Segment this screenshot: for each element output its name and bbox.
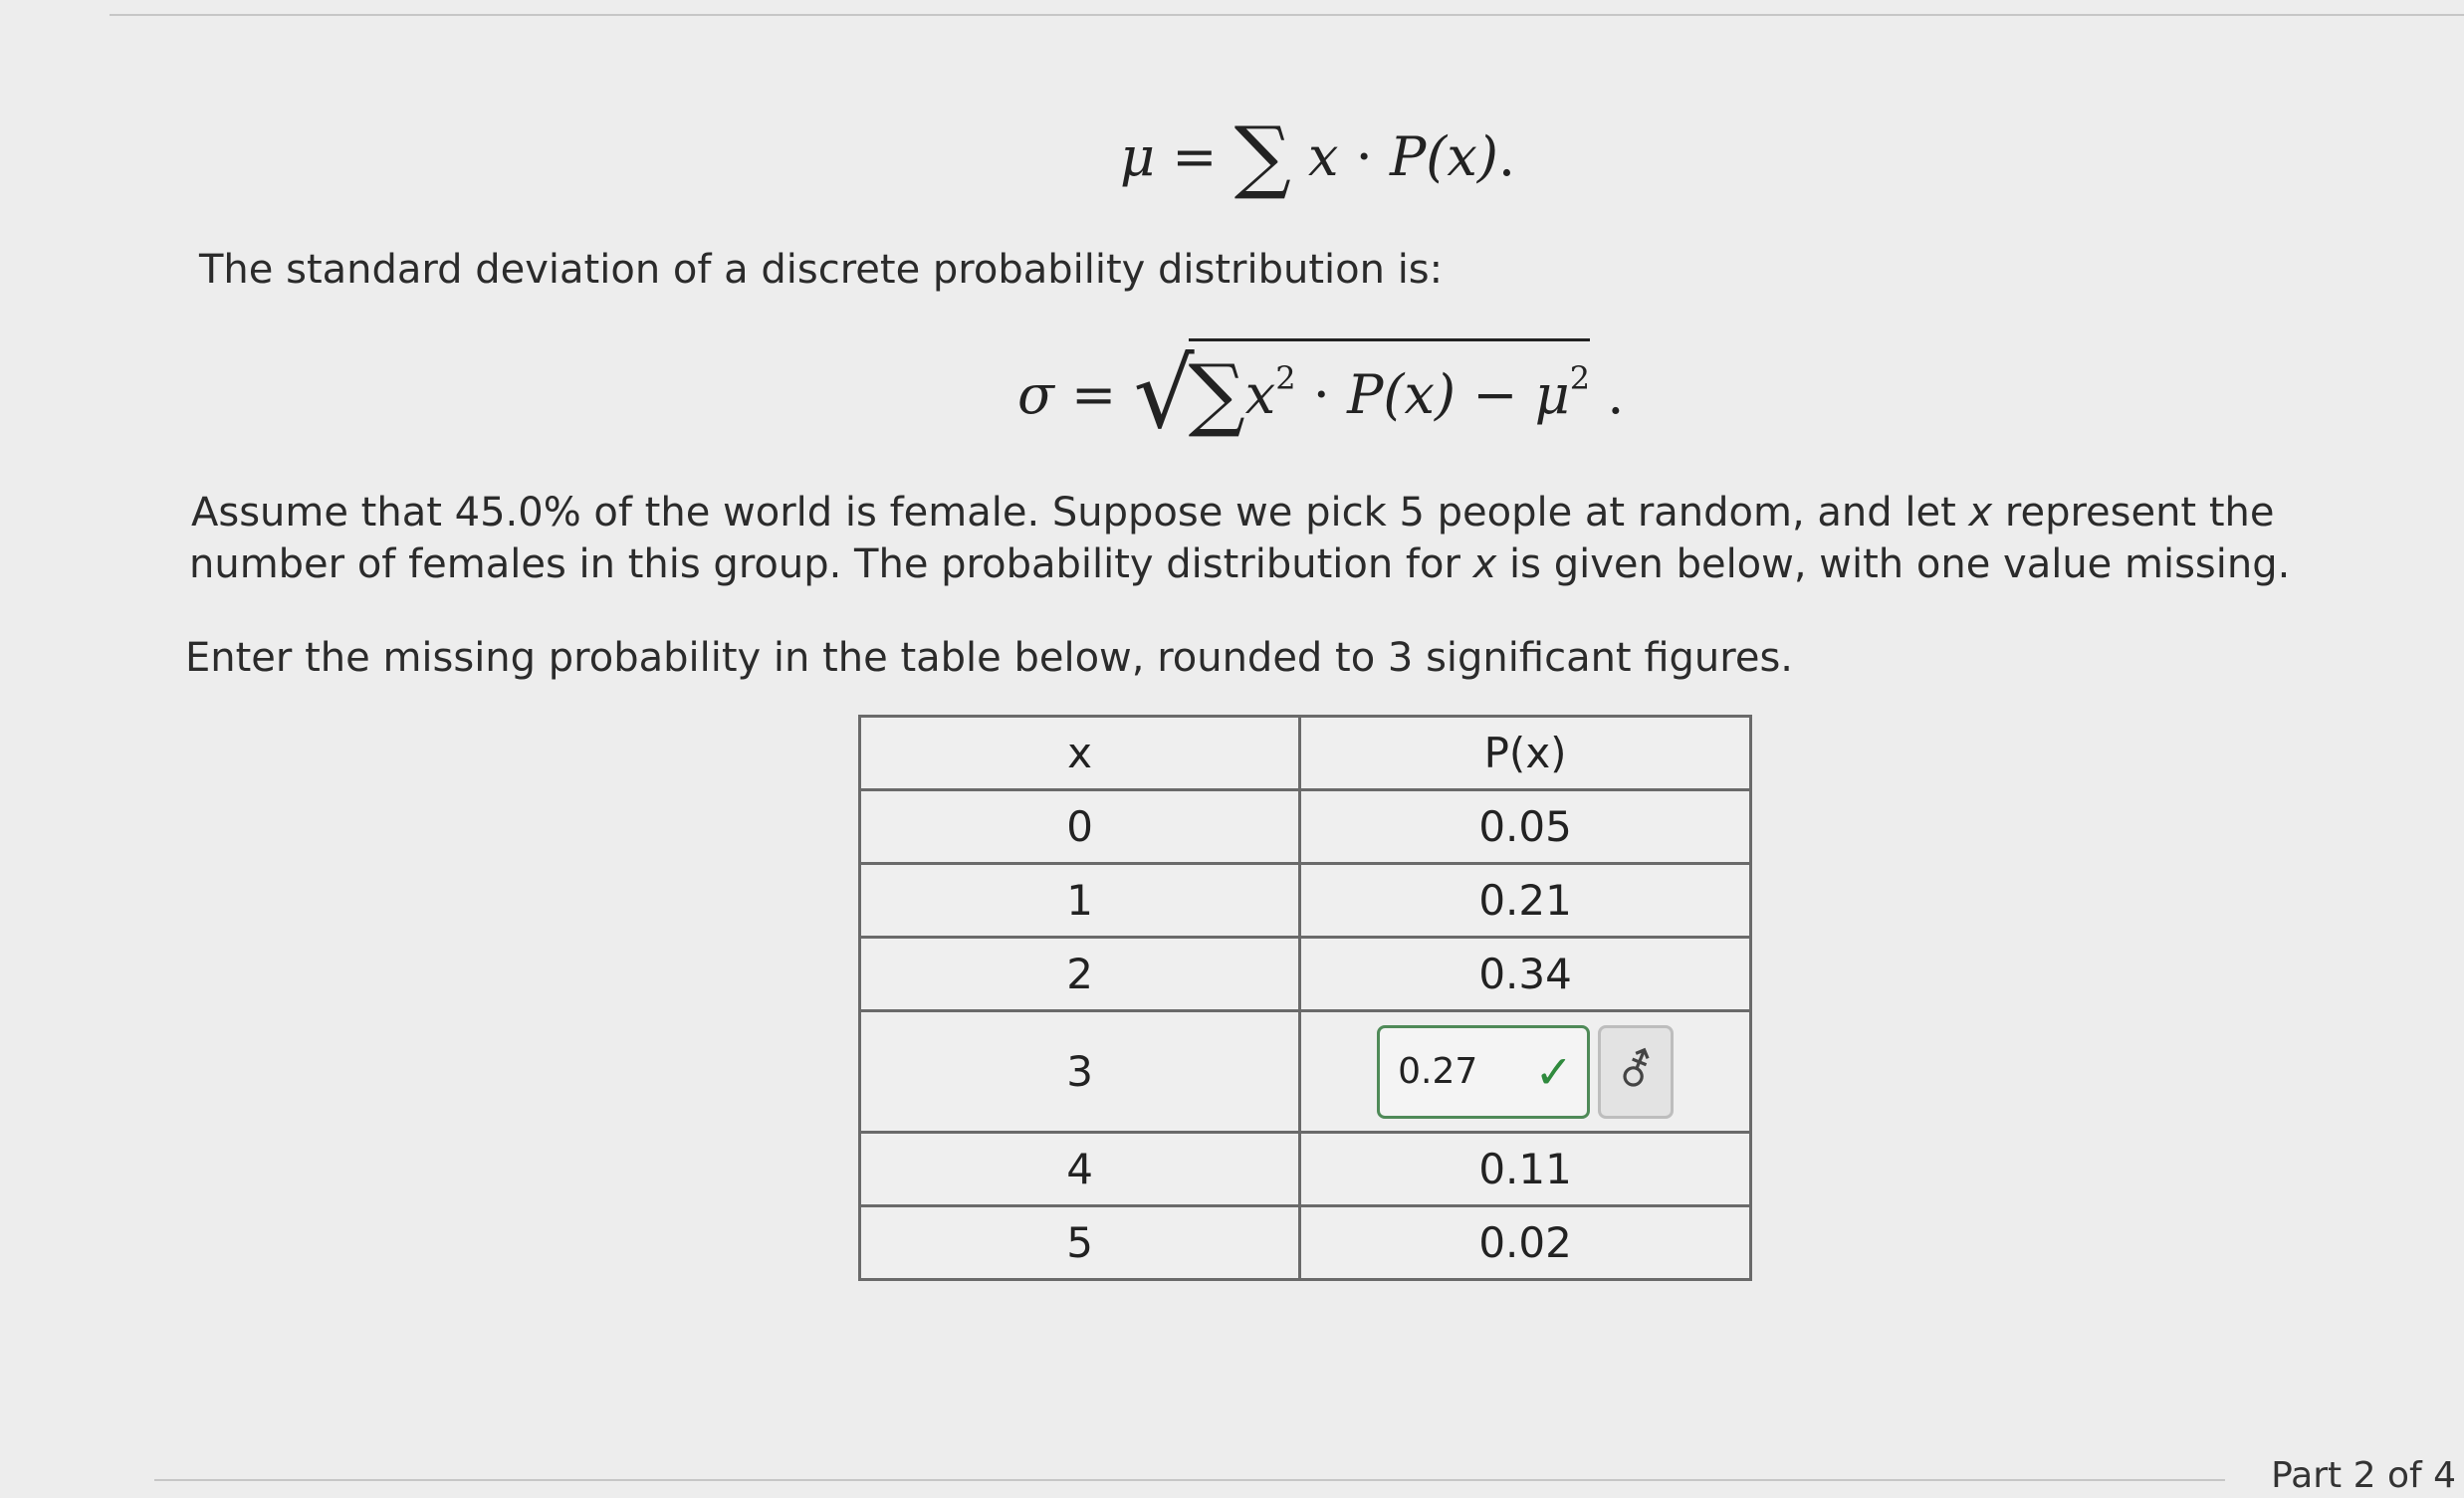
part-indicator: Part 2 of 4 <box>2271 1455 2456 1496</box>
problem-statement-line1: Assume that 45.0% of the world is female. Suppose we pick 5 people at random, and let x represent the <box>191 490 2275 535</box>
x-cell: 5 <box>860 1206 1300 1280</box>
answer-value: 0.27 <box>1398 1051 1478 1092</box>
table-row <box>860 790 1751 864</box>
answer-cell <box>1300 1011 1751 1133</box>
header-x: x <box>860 717 1300 790</box>
p-cell: 0.21 <box>1300 864 1751 938</box>
header-px: P(x) <box>1300 717 1751 790</box>
table-row-answer <box>860 1011 1751 1133</box>
gender-tool-button[interactable] <box>1598 1025 1674 1119</box>
x-cell: 3 <box>860 1011 1300 1133</box>
top-divider <box>110 14 2464 16</box>
p-cell: 0.34 <box>1300 938 1751 1011</box>
x-cell: 4 <box>860 1133 1300 1206</box>
answer-input[interactable] <box>1377 1025 1590 1119</box>
mean-formula: μ = ∑ x · P(x). <box>1120 109 1516 202</box>
instruction-text: Enter the missing probability in the table below, rounded to 3 significant figures. <box>185 635 1793 681</box>
x-cell: 0 <box>860 790 1300 864</box>
gender-icon: ⚦ <box>1617 1046 1655 1097</box>
sd-formula: $\sigma = √\sum x^2 \cdot P(x) - \mu^2$ . <box>1017 338 1625 450</box>
table-row <box>860 1206 1751 1280</box>
table-row <box>860 938 1751 1011</box>
table-header-row <box>860 717 1751 790</box>
p-cell: 0.05 <box>1300 790 1751 864</box>
check-icon: ✓ <box>1534 1044 1574 1099</box>
p-cell: 0.02 <box>1300 1206 1751 1280</box>
x-cell: 1 <box>860 864 1300 938</box>
table-row <box>860 1133 1751 1206</box>
x-cell: 2 <box>860 938 1300 1011</box>
problem-statement-line2: number of females in this group. The probability distribution for x is given below, with one value missing. <box>189 541 2291 587</box>
table-row <box>860 864 1751 938</box>
bottom-divider <box>154 1479 2225 1481</box>
probability-table <box>858 715 1752 1281</box>
p-cell: 0.11 <box>1300 1133 1751 1206</box>
sd-intro-text: The standard deviation of a discrete probability distribution is: <box>199 247 1444 293</box>
